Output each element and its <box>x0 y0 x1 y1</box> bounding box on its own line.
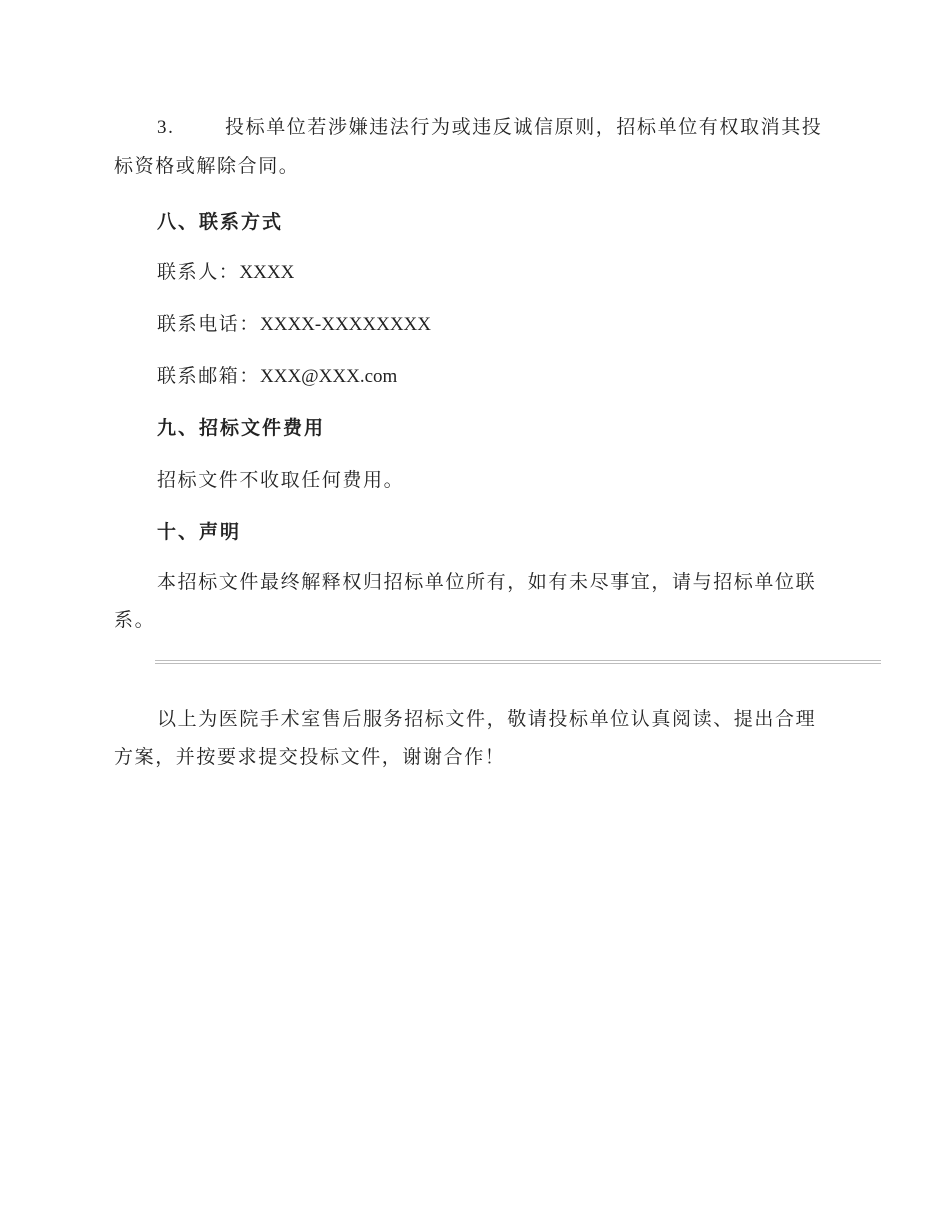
contact-person-label: 联系人： <box>157 261 240 283</box>
section-10-heading: 十、声明 <box>157 521 242 543</box>
contact-phone-value: XXXX-XXXXXXXX <box>260 314 431 335</box>
section-9-heading: 九、招标文件费用 <box>157 417 326 439</box>
contact-email-value: XXX@XXX.com <box>260 366 398 387</box>
closing-paragraph: 以上为医院手术室售后服务招标文件，敬请投标单位认真阅读、提出合理方案，并按要求提交投标文件，谢谢合作！ <box>114 708 817 768</box>
contact-email-line <box>157 364 397 389</box>
clause-3-text: 投标单位若涉嫌违法行为或违反诚信原则，招标单位有权取消其投标资格或解除合同。 <box>114 116 823 177</box>
horizontal-divider <box>155 660 881 664</box>
clause-3-number: 3. <box>157 117 175 138</box>
contact-phone-label: 联系电话： <box>157 313 261 335</box>
section-9-text: 招标文件不收取任何费用。 <box>157 469 405 491</box>
clause-3-paragraph <box>114 108 830 185</box>
contact-email-label: 联系邮箱： <box>157 365 261 387</box>
section-10-paragraph: 本招标文件最终解释权归招标单位所有，如有未尽事宜，请与招标单位联系。 <box>114 571 817 631</box>
contact-person-value: XXXX <box>239 262 295 283</box>
contact-phone-line <box>157 312 431 337</box>
section-8-heading: 八、联系方式 <box>157 211 284 233</box>
contact-person-line <box>157 260 294 285</box>
